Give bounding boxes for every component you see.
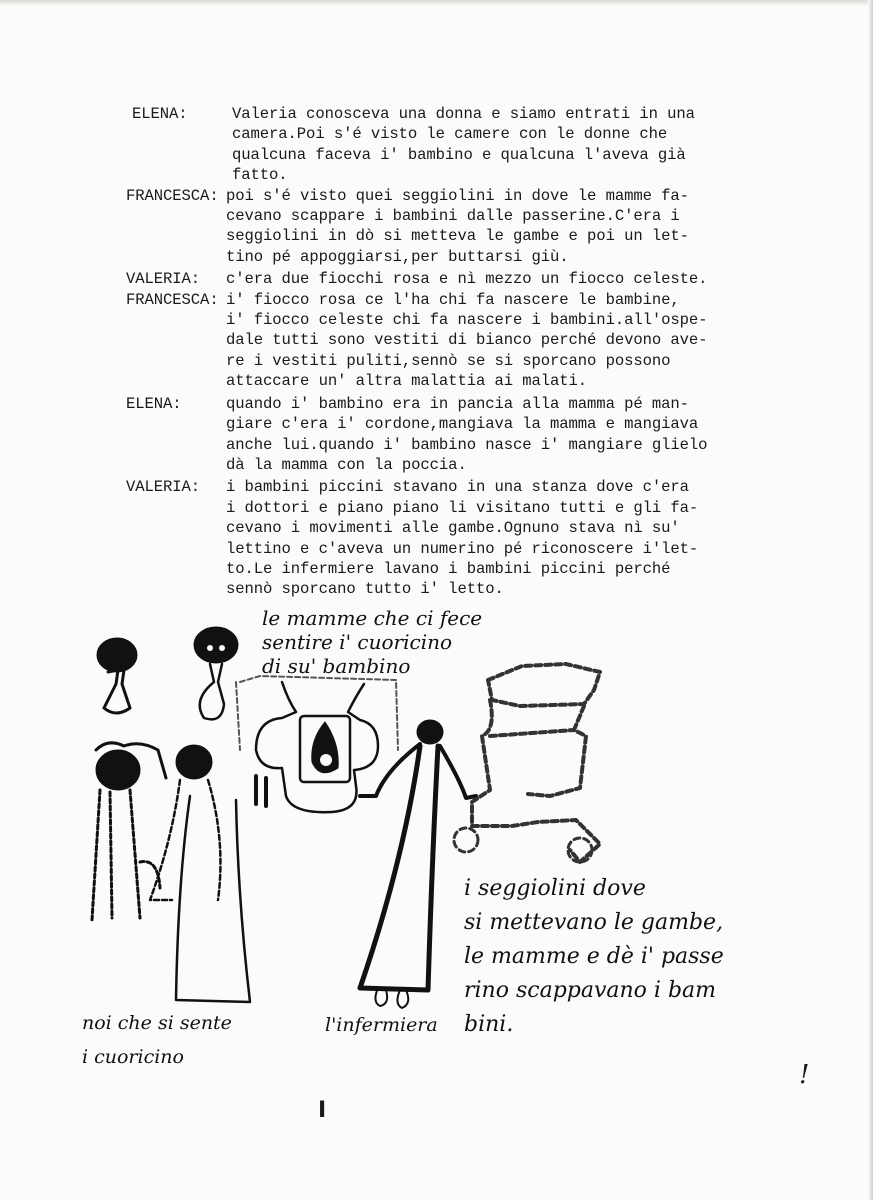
speaker-label: VALERIA: [126, 270, 201, 289]
speech-line: fatto. [232, 166, 288, 185]
page-number: I [318, 1098, 327, 1123]
speaker-label: VALERIA: [126, 478, 201, 497]
children-figures [92, 743, 220, 920]
child-drawing [0, 600, 873, 1200]
speech-line: poi s'é visto quei seggiolini in dove le mamme fa- [226, 186, 689, 205]
typed-transcript [126, 104, 786, 600]
speech-line: attaccare un' altra malattia ai malati. [226, 372, 588, 391]
speaker-label: FRANCESCA: [126, 186, 219, 205]
speech-line: sennò sporcano tutto i' letto. [226, 580, 504, 599]
speech-line: anche lui.quando i' bambino nasce i' mangiare glielo [226, 435, 708, 454]
speech-line: cevano scappare i bambini dalle passerine.C'era i [226, 207, 680, 226]
caption-line: i seggiolini dove [464, 876, 646, 901]
speech-text [232, 104, 786, 186]
speech-line: re i vestiti puliti,sennò se si sporcano possono [226, 351, 671, 370]
speaker-label: ELENA: [126, 394, 182, 413]
exclamation-mark: ! [799, 1060, 810, 1090]
transcript-entry-francesca-2 [126, 290, 786, 392]
speech-line: c'era due fiocchi rosa e nì mezzo un fiocco celeste. [226, 270, 708, 289]
scan-edge-top [0, 0, 873, 6]
speech-line: dà la mamma con la poccia. [226, 455, 467, 474]
caption-line: rino scappavano i bam [464, 978, 717, 1003]
caption-delivery-chairs [464, 872, 724, 1042]
child-figure-head-left [97, 638, 137, 713]
speech-line: dale tutti sono vestiti di bianco perché devono ave- [226, 331, 708, 350]
speech-line: cevano i movimenti alle gambe.Ognuno stava nì su' [226, 519, 680, 538]
speech-text [226, 477, 786, 599]
caption-mothers-heartbeat [262, 606, 482, 678]
speech-text [226, 269, 786, 289]
caption-line: i cuoricino [82, 1046, 184, 1068]
caption-line: di su' bambino [262, 654, 411, 678]
speaker-label: ELENA: [132, 105, 188, 123]
caption-line: si mettevano le gambe, [464, 910, 724, 935]
speech-line: lettino e c'aveva un numerino pé riconoscere i'let- [226, 539, 699, 558]
speech-line: camera.Poi s'é visto le camere con le donne che [232, 125, 668, 144]
delivery-chair-drawing [454, 664, 600, 862]
speech-text [226, 394, 786, 476]
speech-line: seggiolini in dò si metteva le gambe e poi un let- [226, 227, 689, 246]
transcript-entry-valeria-1 [126, 269, 786, 289]
caption-line: sentire i' cuoricino [262, 630, 453, 654]
transcript-entry-valeria-2 [126, 477, 786, 599]
speech-line: i' fiocco rosa ce l'ha chi fa nascere le bambine, [226, 290, 680, 309]
transcript-entry-elena-1 [132, 104, 786, 186]
transcript-entry-francesca-1 [126, 186, 786, 268]
speech-line: i' fiocco celeste chi fa nascere i bambini.all'ospe- [226, 311, 708, 330]
mother-figure [176, 796, 250, 1002]
speech-line: i dottori e piano piano li visitano tutti e gli fa- [226, 498, 699, 517]
speech-line: quando i' bambino era in pancia alla mamma pé man- [226, 394, 689, 413]
caption-line: noi che si sente [82, 1012, 232, 1034]
caption-line: le mamme e dè i' passe [464, 944, 724, 969]
speech-line: qualcuna faceva i' bambino e qualcuna l'aveva già [232, 145, 686, 164]
heart-monitor-drawing [236, 676, 398, 812]
speech-line: to.Le infermiere lavano i bambini piccini perché [226, 559, 671, 578]
speech-text [226, 186, 786, 268]
caption-children-listening [82, 1006, 232, 1074]
speaker-label: FRANCESCA: [126, 290, 219, 309]
speech-text [226, 290, 786, 392]
speech-line: giare c'era i' cordone,mangiava la mamma e mangiava [226, 415, 699, 434]
transcript-entry-elena-2 [126, 394, 786, 476]
caption-line: le mamme che ci fece [262, 606, 483, 630]
caption-nurse: l'infermiera [325, 1014, 438, 1036]
speech-line: tino pé appoggiarsi,per buttarsi giù. [226, 247, 569, 266]
speech-line: i bambini piccini stavano in una stanza dove c'era [226, 478, 689, 497]
caption-line: bini. [464, 1012, 514, 1037]
speech-line: Valeria conosceva una donna e siamo entrati in una [232, 105, 695, 123]
nurse-figure [360, 720, 476, 1008]
child-figure-head-center [194, 627, 238, 719]
